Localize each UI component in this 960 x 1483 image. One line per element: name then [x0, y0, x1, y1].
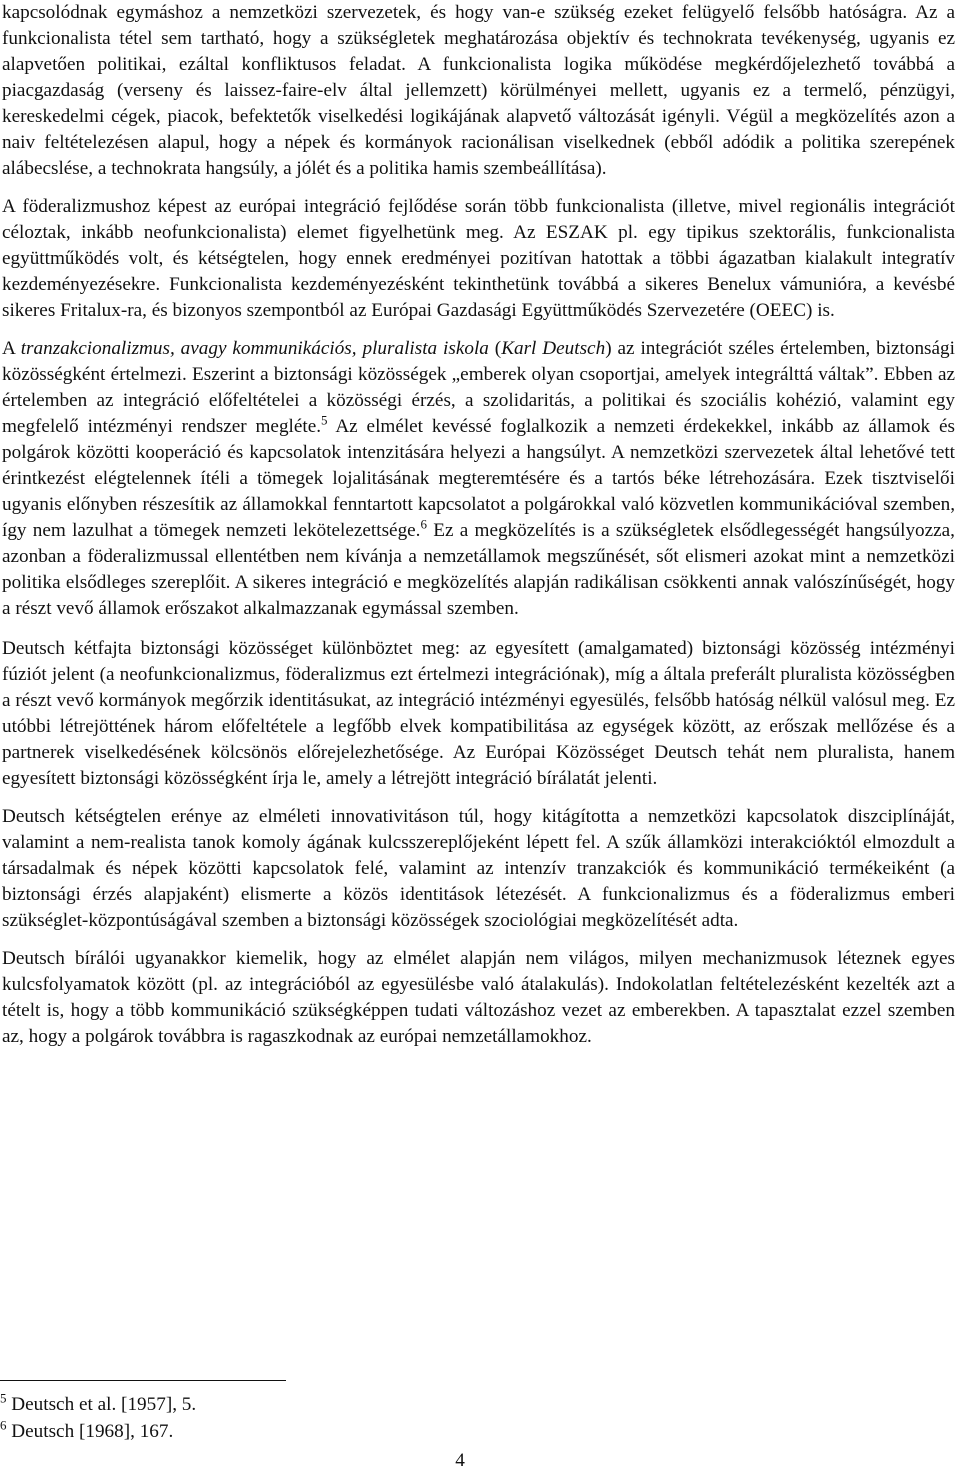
document-page — [2, 0, 955, 1050]
paragraph-functionalism-critique — [2, 0, 955, 182]
footnote-reference[interactable]: 5 — [321, 412, 328, 428]
paragraph-text: kapcsolódnak egymáshoz a nemzetközi szervezetek, és hogy van-e szükség ezeket felügyelő felsőbb hatóságra. Az a funkcionalista tétel sem tartható, hogy a szükségletek meghatározása objektív és technokrata tevékenység, ugyanis ez alapvetően politikai, ezáltal konfliktusos feladat. A funkcionalista logika működése megkérdőjelezhető továbbá a piacgazdaság (verseny és laissez-faire-elv által jellemzett) körülményei mellett, ugyanis ez a termelő, pénzügyi, kereskedelmi cégek, piacok, befektetők viselkedési logikájának alapvető változását igényli. Végül a megközelítés azon a naiv feltételezésen alapul, hogy a népek és kormányok racionálisan viselkednek (ebből adódik a politika szerepének alábecslése, a technokrata hangsúly, a jólét és a politika hamis szembeállítása). — [2, 2, 955, 179]
paragraph-text: ( — [488, 338, 502, 359]
footnote-separator — [0, 1380, 286, 1381]
footnote-reference[interactable]: 6 — [420, 516, 427, 532]
footnote-number: 5 — [0, 1390, 7, 1406]
paragraph-security-communities — [2, 636, 955, 792]
paragraph-transactionalism — [2, 336, 955, 622]
paragraph-deutsch-merits — [2, 804, 955, 934]
footnote-text: Deutsch [1968], 167. — [6, 1421, 174, 1442]
paragraph-text: Deutsch bírálói ugyanakkor kiemelik, hogy az elmélet alapján nem világos, milyen mechanizmusok léteznek egyes kulcsfolyamatok között (pl. az integrációból az egyesülésbe való átalakulás). Indokolatlan feltételezésként kezelték azt a tételt is, hogy a több kommunikáció szükségképpen tudati változáshoz vezet az emberekben. A tapasztalat ezzel szemben az, hogy a polgárok továbbra is ragaszkodnak az európai nemzetállamokhoz. — [2, 948, 955, 1047]
paragraph-text: Deutsch kétségtelen erénye az elméleti innovativitáson túl, hogy kitágította a nemzetközi kapcsolatok diszciplínáját, valamint a nem-realista tanok komoly ágának kulcsszereplőjeként lépett fel. A szűk államközi interakcióktól elmozdult a társadalmak és népek közötti kapcsolatok felé, valamint az intenzív tranzakciók és kommunikáció termékeiként (a biztonsági érzés alapjaként) elismerte a közös identitások létezését. A funkcionalizmus és a föderalizmus emberi szükséglet-központúságával szemben a biztonsági közösségek szociológiai megközelítését adta. — [2, 806, 955, 931]
paragraph-text: ) az integrációt széles értelemben, biztonsági közösségként értelmezi. Eszerint a biztonsági közösségek „emberek olyan csoportjai, amelyek integrálttá váltak”. Ebben az értelemben az integráció előfeltételei a közösségi érzés, a szolidaritás, a politikai és szociális kohézió, valamint egy megfelelő intézményi rendszer megléte. — [2, 338, 955, 437]
paragraph-text: A — [2, 338, 21, 359]
author-name-italic: Karl Deutsch — [501, 338, 606, 359]
footnotes — [0, 1391, 196, 1445]
paragraph-federalism-comparison — [2, 194, 955, 324]
footnote-text: Deutsch et al. [1957], 5. — [6, 1394, 197, 1415]
paragraph-text: Deutsch kétfajta biztonsági közösséget különböztet meg: az egyesített (amalgamated) biztonsági közösség intézményi fúziót jelent (a neofunkcionalizmus, föderalizmus ezt értelmezi integrációnak), míg a általa preferált pluralista közösségben a részt vevő kormányok megőrzik identitásukat, az integráció intézményi egyesülés, felsőbb hatóság nélkül valósul meg. Ez utóbbi létrejöttének három előfeltétele a legfőbb elvek kompatibilitása az egységek között, az erőszak mellőzése és a partnerek viselkedésének kölcsönös előrejelezhetősége. Az Európai Közösséget Deutsch tehát nem pluralista, hanem egyesített biztonsági közösségként írja le, amely a létrejött integráció bírálatát jelenti. — [2, 638, 955, 789]
paragraph-text: Ez a megközelítés is a szükségletek elsődlegességét hangsúlyozza, azonban a föderalizmussal ellentétben nem kívánja a nemzetállamok megszűnését, sőt elismeri azokat mint a nemzetközi politika elsődleges szereplőit. A sikeres integráció e megközelítés alapján radikálisan csökkenti annak valószínűségét, hogy a részt vevő államok erőszakot alkalmazzanak egymással szemben. — [2, 520, 955, 619]
paragraph-deutsch-critics — [2, 946, 955, 1050]
paragraph-text: A föderalizmushoz képest az európai integráció fejlődése során több funkcionalista (illetve, mivel regionális integrációt céloztak, inkább neofunkcionalista) elemet figyelhetünk meg. Az ESZAK pl. egy tipikus szektorális, funkcionalista együttműködés volt, és kétségtelen, hogy ennek eredményei pozitívan hatottak a többi ágazatban kialakult integratív kezdeményezésekre. Funkcionalista kezdeményezésként tekinthetünk továbbá a sikeres Benelux vámunióra, a kevésbé sikeres Fritalux-ra, és bizonyos szempontból az Európai Gazdasági Együttműködés Szervezetére (OEEC) is. — [2, 196, 955, 321]
page-number: 4 — [455, 1450, 465, 1471]
footnote-number: 6 — [0, 1417, 7, 1433]
footnote-6 — [0, 1418, 196, 1445]
school-name-italic: tranzakcionalizmus, avagy kommunikációs, pluralista iskola — [20, 338, 489, 359]
paragraph-text: Az elmélet kevéssé foglalkozik a nemzeti érdekekkel, inkább az államok és polgárok közötti kooperáció és kapcsolatok intenzitására helyezi a hangsúlyt. A nemzetközi szervezetek által lehetővé tett érintkezést elégtelennek ítéli a tömegek lojalitásának megteremtésére és a tartós béke létrehozására. Ezek tisztviselői ugyanis előnyben részesítik az államokkal fenntartott kapcsolatot a polgárokkal való közvetlen kommunikációval szemben, így nem lazulhat a tömegek nemzeti lekötelezettsége. — [2, 416, 955, 541]
footnote-5 — [0, 1391, 196, 1418]
